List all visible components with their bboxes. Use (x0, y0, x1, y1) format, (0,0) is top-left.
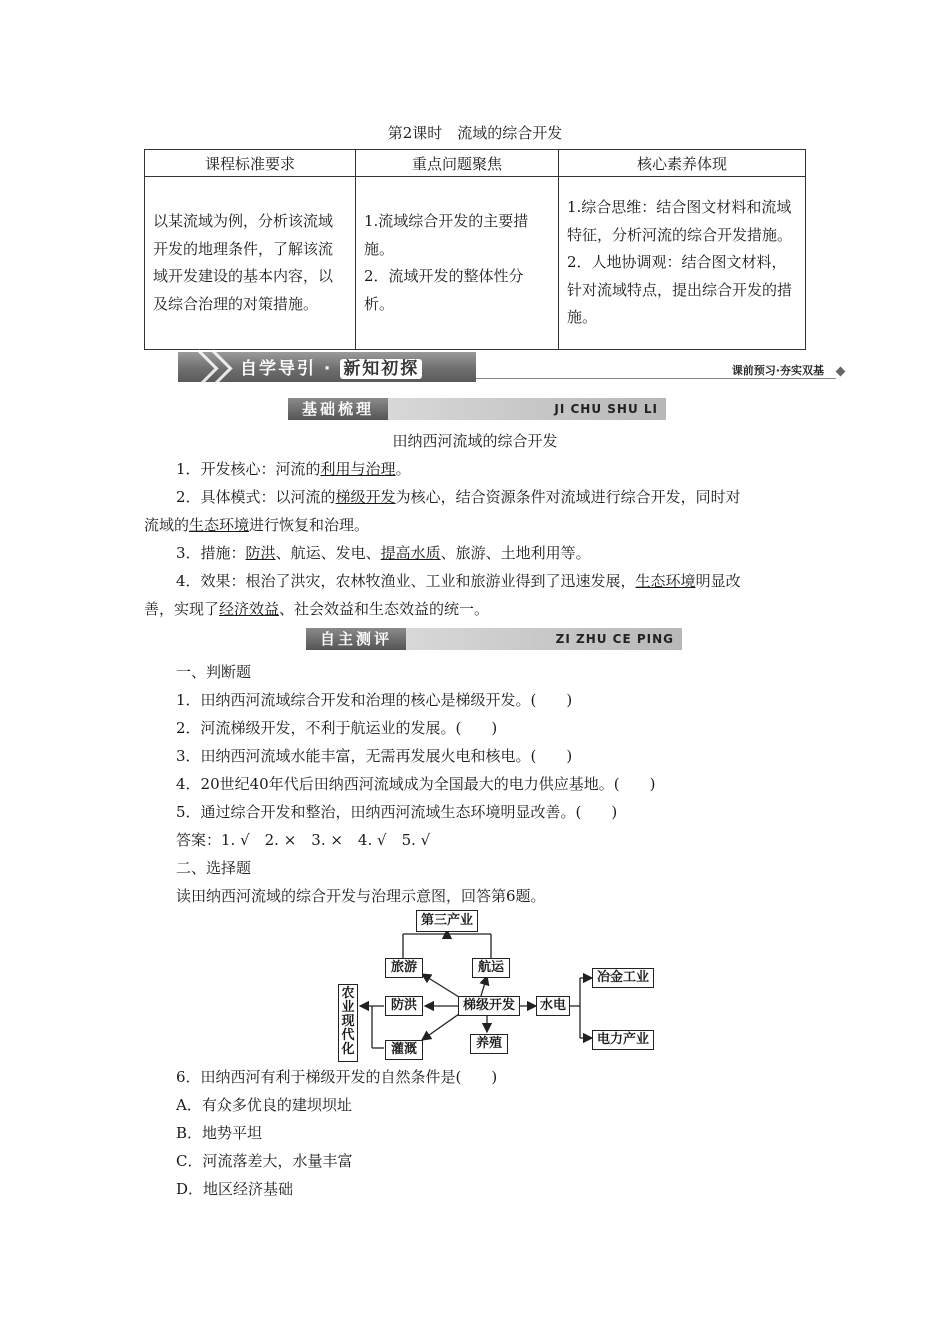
subsection-label: 自主测评 (306, 628, 406, 650)
judge-item: 3．田纳西河流域水能丰富，无需再发展火电和核电。( ) (176, 747, 573, 765)
option-b: B．地势平坦 (176, 1124, 263, 1142)
point-2-cont: 流域的生态环境进行恢复和治理。 (144, 516, 370, 534)
judge-item: 5．通过综合开发和整治，田纳西河流域生态环境明显改善。( ) (176, 803, 618, 821)
judge-heading: 一、判断题 (176, 663, 252, 681)
development-diagram (336, 906, 656, 1066)
curriculum-standards-table (144, 149, 806, 350)
table-cell (356, 177, 559, 350)
choice-intro: 读田纳西河流域的综合开发与治理示意图，回答第6题。 (176, 887, 546, 905)
point-4: 4．效果：根治了洪灾，农林牧渔业、工业和旅游业得到了迅速发展，生态环境明显改 (176, 572, 741, 590)
subsection-label: 基础梳理 (288, 398, 388, 420)
node-flood-control: 防洪 (385, 996, 423, 1016)
diamond-icon (836, 367, 846, 377)
banner-tagline: 课前预习·夯实双基 (731, 364, 824, 377)
topic-title: 田纳西河流域的综合开发 (392, 432, 558, 450)
option-a: A．有众多优良的建坝坝址 (176, 1096, 352, 1114)
table-cell: 以某流域为例，分析该流域开发的地理条件，了解该流域开发建设的基本内容，以及综合治理的对策措施。 (145, 177, 356, 350)
banner-title: 自学导引 · 新知初探 (240, 354, 422, 379)
table-cell-line: 1.综合思维：结合图文材料和流域特征，分析河流的综合开发措施。 (567, 198, 793, 244)
judge-item: 2．河流梯级开发，不利于航运业的发展。( ) (176, 719, 498, 737)
subsection-pinyin: JI CHU SHU LI (388, 398, 666, 420)
table-cell-line: 2．流域开发的整体性分析。 (364, 267, 524, 313)
table-cell-line: 2．人地协调观：结合图文材料，针对流域特点，提出综合开发的措施。 (567, 253, 793, 327)
table-cell-line: 1.流域综合开发的主要措施。 (364, 212, 529, 258)
subsection-header-selftest (306, 628, 682, 650)
lesson-title: 第2课时 流域的综合开发 (387, 124, 563, 142)
node-tourism: 旅游 (385, 958, 423, 978)
choice-heading: 二、选择题 (176, 859, 252, 877)
table-cell (559, 177, 806, 350)
banner-bar (178, 352, 476, 382)
node-power-industry: 电力产业 (592, 1030, 654, 1050)
node-tertiary: 第三产业 (416, 910, 478, 932)
node-cascade-development: 梯级开发 (458, 996, 520, 1016)
table-header: 课程标准要求 (145, 150, 356, 177)
node-shipping: 航运 (472, 958, 510, 978)
node-hydropower: 水电 (536, 996, 570, 1016)
table-header: 核心素养体现 (559, 150, 806, 177)
section-banner (178, 352, 846, 382)
point-2: 2．具体模式：以河流的梯级开发为核心，结合资源条件对流域进行综合开发，同时对 (176, 488, 741, 506)
point-3: 3．措施：防洪、航运、发电、提高水质、旅游、土地利用等。 (176, 544, 591, 562)
node-agriculture: 农业现代化 (338, 984, 358, 1062)
option-d: D．地区经济基础 (176, 1180, 294, 1198)
subsection-header-basics (288, 398, 666, 420)
point-4-cont: 善，实现了经济效益、社会效益和生态效益的统一。 (144, 600, 490, 618)
option-c: C．河流落差大，水量丰富 (176, 1152, 353, 1170)
node-metallurgy: 冶金工业 (592, 968, 654, 988)
judge-answer: 答案：1. √ 2. × 3. × 4. √ 5. √ (176, 831, 431, 849)
point-1: 1．开发核心：河流的利用与治理。 (176, 460, 411, 478)
banner-rule (476, 378, 836, 379)
subsection-pinyin: ZI ZHU CE PING (406, 628, 682, 650)
judge-item: 1．田纳西河流域综合开发和治理的核心是梯级开发。( ) (176, 691, 573, 709)
node-breeding: 养殖 (470, 1034, 508, 1054)
table-header: 重点问题聚焦 (356, 150, 559, 177)
judge-item: 4．20世纪40年代后田纳西河流域成为全国最大的电力供应基地。( ) (176, 775, 656, 793)
node-irrigation: 灌溉 (385, 1040, 423, 1060)
question-6: 6．田纳西河有利于梯级开发的自然条件是( ) (176, 1068, 498, 1086)
